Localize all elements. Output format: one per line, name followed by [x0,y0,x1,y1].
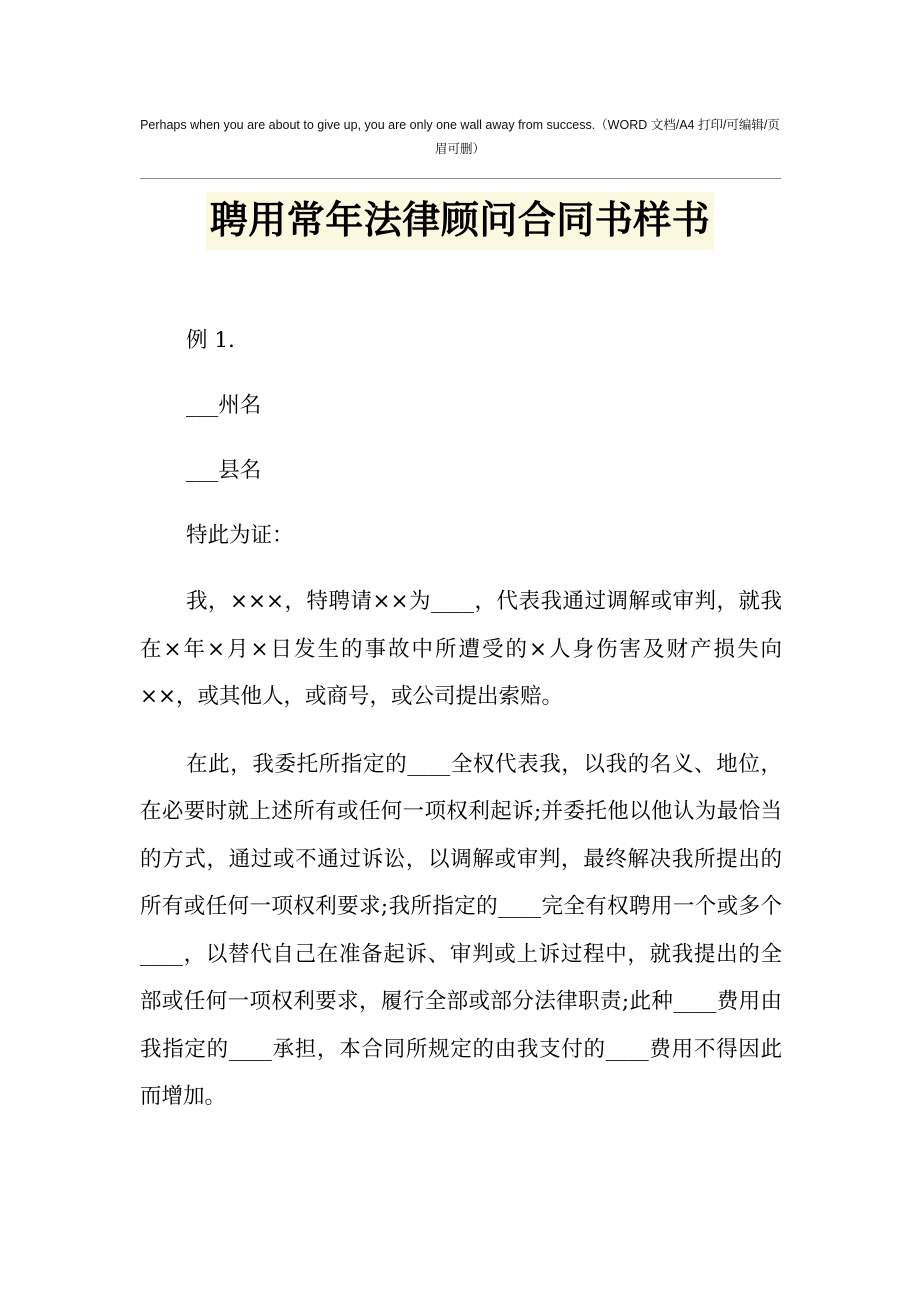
document-title: 聘用常年法律顾问合同书样书 [206,192,715,250]
county-name-line: ___县名 [186,458,262,483]
example-label: 例 1. [186,328,235,353]
page-header: Perhaps when you are about to give up, you are only one wall away from success.（WORD 文档/A4 打印/可编辑/页眉可删） [140,118,780,156]
title-container [0,192,920,250]
state-name-line: ___州名 [186,393,262,418]
witness-line: 特此为证： [186,523,294,548]
document-body [140,318,782,1141]
paragraph-engagement: 我，×××，特聘请××为____，代表我通过调解或审判，就我在×年×月×日发生的事故中所遭受的×人身伤害及财产损失向××，或其他人，或商号，或公司提出索赔。 [140,589,782,709]
header-divider [140,178,781,179]
paragraph-authorization: 在此，我委托所指定的____全权代表我，以我的名义、地位，在必要时就上述所有或任何一项权利起诉;并委托他以他认为最恰当的方式，通过或不通过诉讼，以调解或审判，最终解决我所提出的所有或任何一项权利要求;我所指定的____完全有权聘用一个或多个____，以替代自己在准备起诉、审判或上诉过程中，就我提出的全部或任何一项权利要求，履行全部或部分法律职责;此种____费用由我指定的____承担，本合同所规定的由我支付的____费用不得因此而增加。 [140,751,782,1109]
